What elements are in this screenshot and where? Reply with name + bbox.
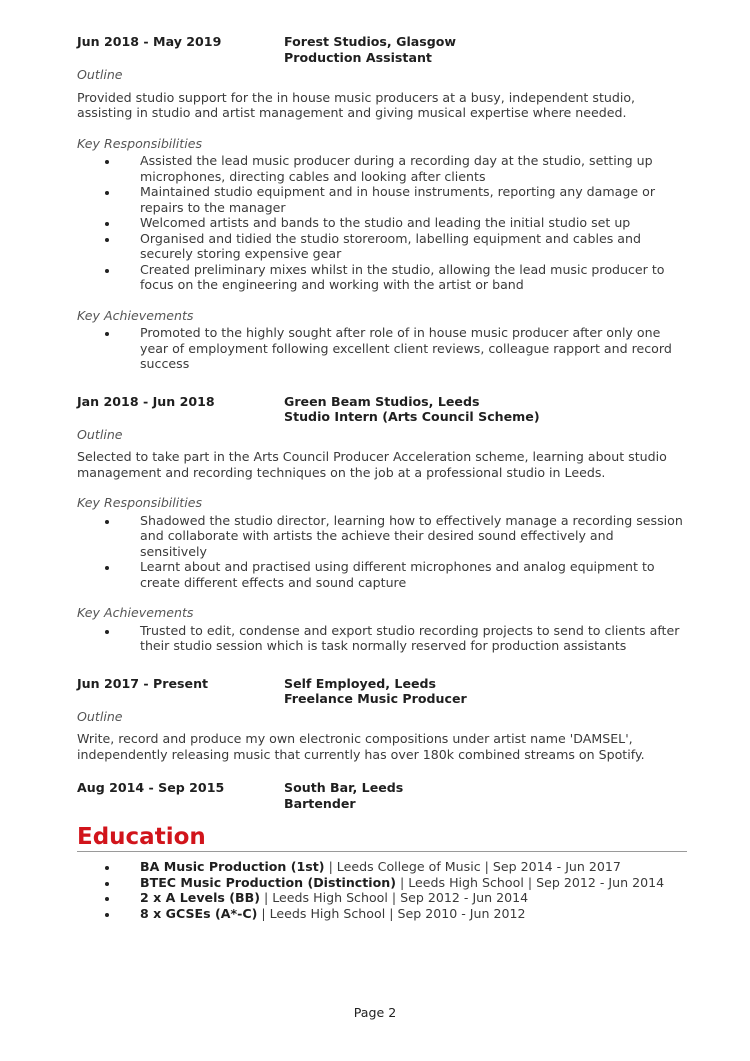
responsibilities-label: Key Responsibilities [77, 495, 203, 510]
qualification-details: | Leeds High School | Sep 2012 - Jun 2014 [395, 874, 665, 890]
bullet-icon [105, 332, 109, 336]
job-role: Freelance Music Producer [284, 691, 467, 706]
bullet-icon [105, 160, 109, 164]
responsibilities-list [77, 513, 687, 591]
page-number: Page 2 [353, 1005, 397, 1020]
list-item: Shadowed the studio director, learning how to effectively manage a recording session and collaborate with artists the achieve their desired sound effectively and sensitively [77, 513, 687, 560]
qualification: BTEC Music Production (Distinction) [140, 874, 396, 890]
job-header [77, 676, 687, 707]
job-role: Production Assistant [284, 49, 432, 65]
qualification: 8 x GCSEs (A*-C) [140, 905, 258, 921]
list-item [77, 890, 687, 906]
responsibilities-label: Key Responsibilities [77, 135, 203, 151]
job-dates: Jun 2017 - Present [77, 675, 209, 691]
bullet-icon [105, 191, 109, 195]
education-list [77, 859, 687, 921]
list-item [77, 875, 687, 891]
achievements-list [77, 325, 687, 372]
job-header [77, 34, 687, 65]
job-employer: South Bar, Leeds [284, 780, 404, 795]
bullet-icon [105, 566, 109, 570]
outline-label: Outline [77, 67, 123, 82]
bullet-icon [105, 866, 109, 870]
outline-label: Outline [77, 708, 123, 724]
job-header [77, 394, 687, 425]
job-entry [77, 394, 687, 654]
job-role: Studio Intern (Arts Council Scheme) [284, 409, 540, 424]
job-outline: Write, record and produce my own electronic compositions under artist name 'DAMSEL', independently releasing music that currently has over 180k combined streams on Spotify. [77, 731, 645, 762]
bullet-icon [105, 913, 109, 917]
job-outline: Provided studio support for the in house music producers at a busy, independent studio, assisting in studio and artist management and giving musical expertise where needed. [77, 89, 636, 120]
job-entry [77, 676, 687, 763]
bullet-icon [105, 222, 109, 226]
list-item: Promoted to the highly sought after role of in house music producer after only one year of employment following excellent client reviews, colleague rapport and record success [77, 325, 687, 372]
job-entry [77, 34, 687, 372]
job-dates: Jan 2018 - Jun 2018 [77, 393, 215, 409]
list-item [77, 859, 687, 875]
qualification-details: | Leeds High School | Sep 2010 - Jun 2012 [257, 905, 526, 921]
list-item: Organised and tidied the studio storeroom, labelling equipment and cables and securely storing expensive gear [77, 231, 687, 262]
cv-page [77, 34, 687, 921]
education-heading: Education [77, 824, 206, 850]
bullet-icon [105, 897, 109, 901]
achievements-list [77, 623, 687, 654]
job-header [77, 780, 687, 811]
job-employer: Self Employed, Leeds [284, 675, 437, 691]
bullet-icon [105, 520, 109, 524]
achievements-label: Key Achievements [77, 307, 194, 323]
list-item: Maintained studio equipment and in house instruments, reporting any damage or repairs to the manager [77, 184, 687, 215]
list-item: Created preliminary mixes whilst in the studio, allowing the lead music producer to focus on the engineering and working with the artist or band [77, 262, 687, 293]
outline-label: Outline [77, 426, 123, 442]
qualification: BA Music Production (1st) [140, 859, 325, 874]
job-employer: Forest Studios, Glasgow [284, 34, 457, 49]
list-item: Trusted to edit, condense and export studio recording projects to send to clients after their studio session which is task normally reserved for production assistants [77, 623, 687, 654]
section-divider [77, 851, 687, 852]
qualification-details: | Leeds High School | Sep 2012 - Jun 2014 [260, 890, 529, 905]
qualification: 2 x A Levels (BB) [140, 890, 261, 905]
list-item [77, 906, 687, 922]
job-outline: Selected to take part in the Arts Council Producer Acceleration scheme, learning about studio management and recording techniques on the job at a professional studio in Leeds. [77, 449, 667, 480]
responsibilities-list [77, 153, 687, 293]
bullet-icon [105, 238, 109, 242]
list-item: Assisted the lead music producer during a recording day at the studio, setting up microphones, directing cables and looking after clients [77, 153, 687, 184]
list-item: Learnt about and practised using different microphones and analog equipment to create different effects and sound capture [77, 559, 687, 590]
bullet-icon [105, 630, 109, 634]
job-dates: Jun 2018 - May 2019 [77, 34, 222, 49]
job-dates: Aug 2014 - Sep 2015 [77, 780, 225, 795]
list-item: Welcomed artists and bands to the studio and leading the initial studio set up [77, 215, 687, 231]
job-entry [77, 780, 687, 811]
bullet-icon [105, 882, 109, 886]
qualification-details: | Leeds College of Music | Sep 2014 - Jun 2017 [324, 859, 621, 874]
achievements-label: Key Achievements [77, 605, 194, 620]
job-role: Bartender [284, 795, 356, 811]
bullet-icon [105, 269, 109, 273]
job-employer: Green Beam Studios, Leeds [284, 393, 480, 409]
